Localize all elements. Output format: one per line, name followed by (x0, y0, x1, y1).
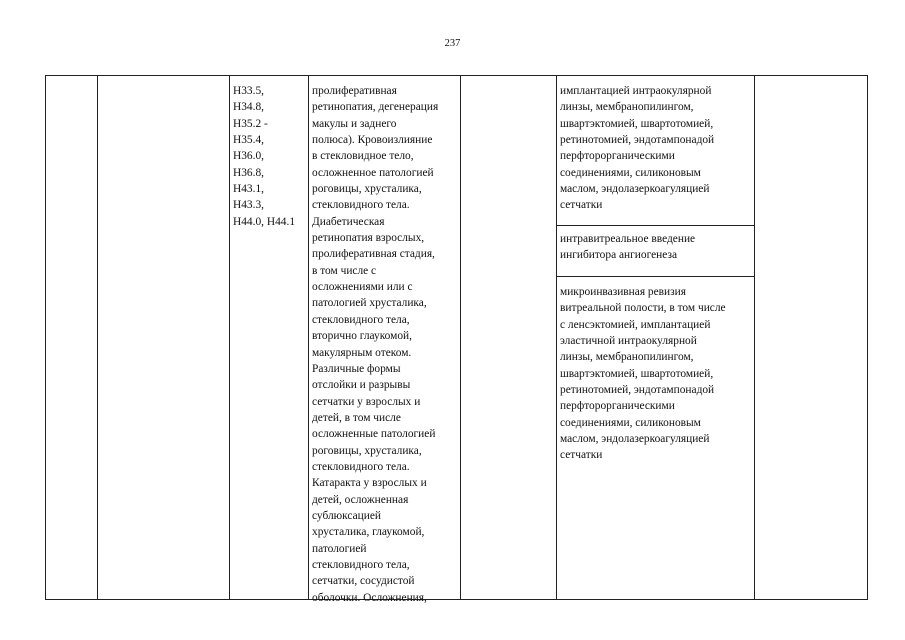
diagnosis-line: стекловидного тела. (312, 199, 410, 212)
diagnosis-line: макулярным отеком. (312, 346, 412, 359)
method-line: интравитреальное введение (560, 233, 696, 245)
method-line: маслом, эндолазеркоагуляцией (560, 433, 710, 446)
diagnosis-line: макулы и заднего (312, 117, 397, 130)
diagnosis-line: детей, в том числе (312, 411, 401, 424)
method-line: эластичной интраокулярной (560, 335, 697, 348)
diagnosis-line: осложненное патологией (312, 166, 434, 179)
icd-code-line: H36.8, (233, 166, 265, 179)
diagnosis-line: вторично глаукомой, (312, 330, 413, 343)
column-divider (460, 76, 461, 599)
diagnosis-line: сетчатки у взрослых и (312, 395, 421, 408)
treatment-method-cell (560, 231, 695, 264)
method-line: витреальной полости, в том числе (560, 302, 726, 315)
method-line: ретинотомией, эндотампонадой (560, 134, 715, 147)
diagnosis-line: осложненные патологией (312, 428, 436, 441)
method-line: микроинвазивная ревизия (560, 286, 686, 298)
diagnosis-line: патологией (312, 542, 367, 555)
method-line: имплантацией интраокулярной (560, 85, 712, 97)
diagnosis-line: детей, осложненная (312, 493, 409, 506)
column-divider (229, 76, 230, 599)
diagnosis-line: Катаракта у взрослых и (312, 477, 427, 490)
method-line: маслом, эндолазеркоагуляцией (560, 183, 710, 196)
icd-code-line: H34.8, (233, 101, 265, 114)
diagnosis-line: патологией хрусталика, (312, 297, 427, 310)
row-divider (556, 276, 754, 277)
diagnosis-line: Диабетическая (312, 215, 385, 228)
icd-code-line: H36.0, (233, 150, 265, 163)
diagnosis-line: сетчатки, сосудистой (312, 575, 415, 588)
method-line: швартэктомией, швартотомией, (560, 117, 714, 130)
icd-code-line: H35.4, (233, 134, 265, 147)
method-line: ретинотомией, эндотампонадой (560, 384, 715, 397)
method-line: линзы, мембранопилингом, (560, 351, 694, 364)
treatment-method-cell (560, 284, 726, 464)
diagnosis-line: полюса). Кровоизлияние (312, 134, 433, 147)
method-line: перфторорганическими (560, 400, 675, 413)
diagnosis-line: в стекловидное тело, (312, 150, 414, 163)
diagnosis-line: стекловидного тела. (312, 460, 410, 473)
method-line: сетчатки (560, 199, 603, 212)
method-line: швартэктомией, швартотомией, (560, 367, 714, 380)
diagnosis-line: пролиферативная стадия, (312, 248, 435, 261)
data-table (45, 75, 868, 604)
diagnosis-line: хрусталика, глаукомой, (312, 526, 425, 539)
diagnosis-line: роговицы, хрусталика, (312, 444, 422, 457)
diagnosis-cell (312, 83, 438, 606)
treatment-method-cell (560, 83, 714, 214)
column-divider (97, 76, 98, 599)
diagnosis-line: Различные формы (312, 362, 401, 375)
icd-code-line: H43.3, (233, 199, 265, 212)
page-number: 237 (444, 38, 461, 49)
icd-code-line: H35.2 - (233, 117, 268, 130)
diagnosis-line: оболочки. Осложнения, (312, 591, 427, 604)
diagnosis-line: в том числе с (312, 264, 377, 277)
method-line: перфторорганическими (560, 150, 675, 163)
icd-codes-cell (233, 83, 295, 230)
column-divider (754, 76, 755, 599)
method-line: соединениями, силиконовым (560, 166, 701, 179)
diagnosis-line: роговицы, хрусталика, (312, 183, 422, 196)
column-divider (308, 76, 309, 599)
diagnosis-line: пролиферативная (312, 85, 397, 97)
diagnosis-line: сублюксацией (312, 509, 381, 522)
diagnosis-line: стекловидного тела, (312, 558, 410, 571)
method-line: линзы, мембранопилингом, (560, 101, 694, 114)
diagnosis-line: ретинопатия взрослых, (312, 232, 425, 245)
diagnosis-line: отслойки и разрывы (312, 379, 411, 392)
icd-code-line: H43.1, (233, 183, 265, 196)
icd-code-line: H33.5, (233, 85, 265, 97)
column-divider (556, 76, 557, 599)
method-line: с ленсэктомией, имплантацией (560, 318, 711, 331)
diagnosis-line: ретинопатия, дегенерация (312, 101, 439, 114)
icd-code-line: H44.0, H44.1 (233, 215, 296, 228)
method-line: ингибитора ангиогенеза (560, 249, 678, 262)
method-line: сетчатки (560, 449, 603, 462)
diagnosis-line: осложнениями или с (312, 281, 413, 294)
row-divider (556, 225, 754, 226)
method-line: соединениями, силиконовым (560, 416, 701, 429)
diagnosis-line: стекловидного тела, (312, 313, 410, 326)
